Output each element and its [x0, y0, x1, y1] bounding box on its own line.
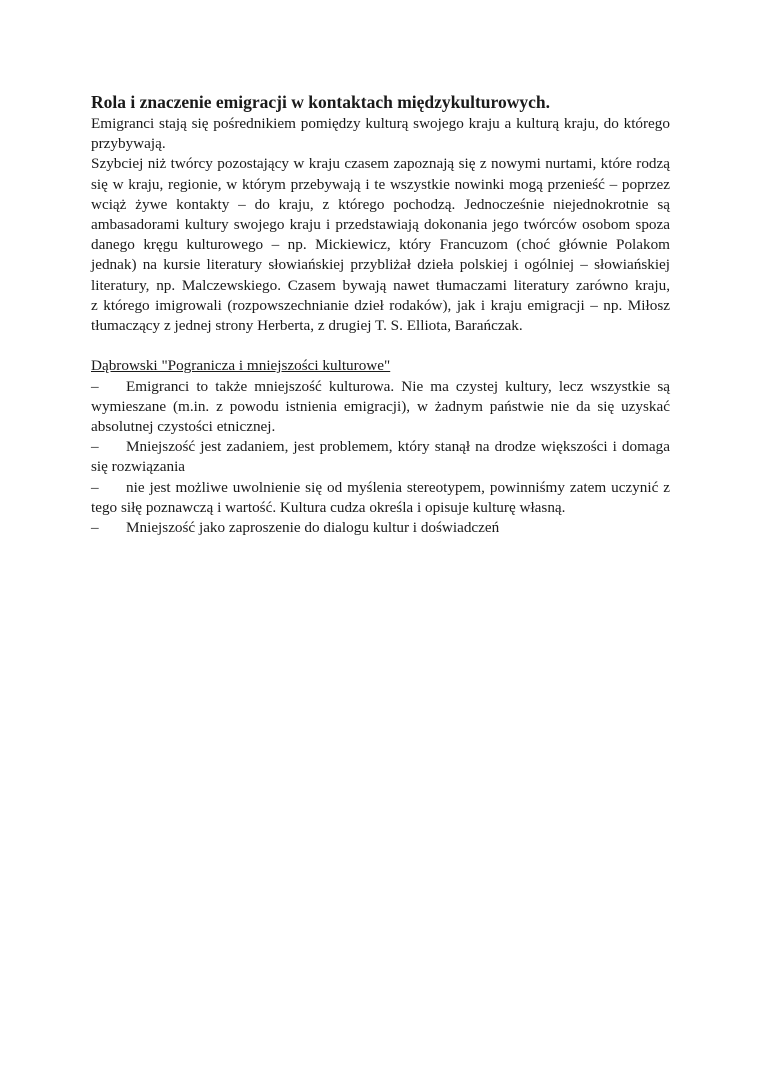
document-title: Rola i znaczenie emigracji w kontaktach międzykulturowych.	[91, 92, 551, 112]
list-item	[91, 478, 670, 518]
bullet-continuation: tego siłę poznawczą i wartość. Kultura cudza określa i opisuje kulturę własną.	[91, 498, 566, 516]
bullet-dash: –	[91, 478, 99, 496]
bullet-text: Emigranci to także mniejszość kulturowa. Nie ma czystej kultury, lecz wszystkie są	[126, 377, 670, 395]
bullet-text: nie jest możliwe uwolnienie się od myślenia stereotypem, powinniśmy zatem uczynić z	[126, 478, 670, 496]
intro-line: danego kręgu kulturowego – np. Mickiewicz, który Francuzom (choć głównie Polakom	[91, 236, 670, 254]
bullet-continuation: wymieszane (m.in. z powodu istnienia emigracji), w żadnym państwie nie da się uzyskać	[91, 397, 670, 415]
intro-line: literatury, np. Malczewskiego. Czasem bywają nawet tłumaczami literatury zarówno kraju,	[91, 276, 670, 294]
intro-line: ambasadorami kultury swojego kraju i przedstawiają dokonania jego twórców osobom spoza	[91, 216, 670, 234]
bullet-text: Mniejszość jako zaproszenie do dialogu kultur i doświadczeń	[126, 519, 500, 537]
bullet-text: Mniejszość jest zadaniem, jest problemem, który stanął na drodze większości i domaga	[126, 438, 670, 456]
intro-line: Szybciej niż twórcy pozostający w kraju czasem zapoznają się z nowymi nurtami, które rodzą	[91, 155, 670, 173]
intro-line: wciąż żywe kontakty – do kraju, z którego pochodzą. Jednocześnie niejednokrotnie są	[91, 195, 670, 213]
section-subheading: Dąbrowski "Pogranicza i mniejszości kulturowe"	[91, 357, 391, 375]
list-item	[91, 377, 670, 438]
bullet-continuation: się rozwiązania	[91, 458, 186, 476]
intro-paragraph	[91, 114, 670, 336]
intro-line: przybywają.	[91, 135, 166, 153]
bullet-continuation: absolutnej czystości etnicznej.	[91, 418, 276, 436]
bullet-dash: –	[91, 377, 99, 395]
intro-line: jednak) na kursie literatury słowiańskiej przybliżał dzieła polskiej i ogólniej – słowiańskiej	[91, 256, 670, 274]
blank-line	[91, 336, 670, 356]
document-page	[91, 90, 670, 538]
bullet-list	[91, 377, 670, 539]
intro-line: z którego imigrowali (rozpowszechnianie dzieł rodaków), jak i kraju emigracji – np. Miłosz	[91, 296, 670, 314]
list-item	[91, 518, 670, 538]
intro-line: się w kraju, regionie, w którym przebywają i te wszystkie nowinki mogą przenieść – poprzez	[91, 175, 670, 193]
bullet-dash: –	[91, 438, 99, 456]
bullet-dash: –	[91, 519, 99, 537]
intro-line: Emigranci stają się pośrednikiem pomiędzy kulturą swojego kraju a kulturą kraju, do którego	[91, 115, 670, 132]
list-item	[91, 437, 670, 477]
intro-line: tłumaczący z jednej strony Herberta, z drugiej T. S. Elliota, Barańczak.	[91, 317, 523, 335]
